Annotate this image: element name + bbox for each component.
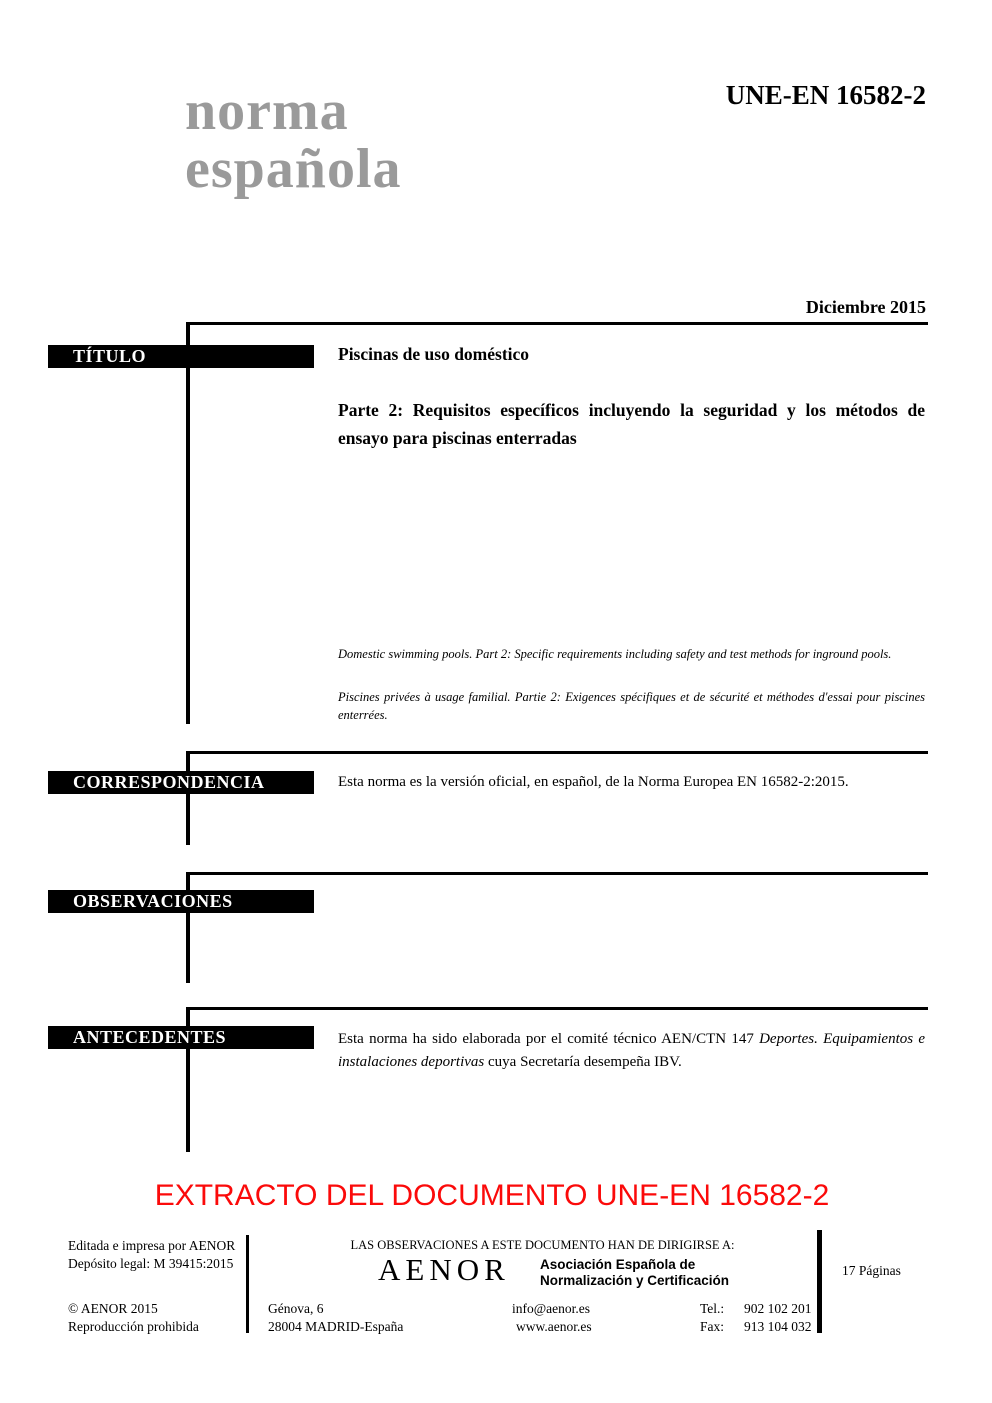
footer-contact-block xyxy=(512,1300,592,1336)
footer-divider-left xyxy=(246,1235,249,1333)
antecedentes-text-regular-2: cuya Secretaría desempeña IBV. xyxy=(484,1053,682,1070)
standard-subtitle: Parte 2: Requisitos específicos incluyendo la seguridad y los métodos de ensayo para piscinas enterradas xyxy=(338,400,925,448)
footer-fax-label: Fax: xyxy=(700,1319,725,1335)
antecedentes-label-bar xyxy=(48,1026,314,1049)
observaciones-horizontal-rule xyxy=(186,872,928,875)
footer-fax-value: 913 104 032 xyxy=(744,1319,812,1335)
footer-email: info@aenor.es xyxy=(512,1301,591,1316)
aenor-tagline-line-1: Asociación Española de xyxy=(540,1257,696,1272)
observaciones-vertical-rule xyxy=(186,872,190,983)
standard-title: Piscinas de uso doméstico xyxy=(338,344,530,364)
footer-copyright: © AENOR 2015 xyxy=(68,1301,158,1316)
footer-tel-label: Tel.: xyxy=(700,1301,725,1316)
footer-reproduction: Reproducción prohibida xyxy=(68,1319,199,1335)
footer-tel-value: 902 102 201 xyxy=(744,1301,812,1316)
aenor-tagline xyxy=(540,1257,729,1289)
norma-espanola-logo xyxy=(185,80,402,201)
aenor-tagline-line-2: Normalización y Certificación xyxy=(540,1272,730,1288)
logo-line-1: norma xyxy=(185,80,349,142)
footer-page-count: 17 Páginas xyxy=(842,1263,901,1278)
footer-copyright-block xyxy=(68,1300,199,1336)
publication-date: Diciembre 2015 xyxy=(805,297,926,317)
antecedentes-label: ANTECEDENTES xyxy=(73,1027,227,1047)
footer-address-line-1: Génova, 6 xyxy=(268,1301,324,1316)
antecedentes-text xyxy=(338,1028,925,1073)
footer-publisher-block xyxy=(68,1237,235,1273)
correspondencia-horizontal-rule xyxy=(186,751,928,754)
footer-published-by: Editada e impresa por AENOR xyxy=(68,1238,236,1253)
extract-notice: EXTRACTO DEL DOCUMENTO UNE-EN 16582-2 xyxy=(154,1179,830,1212)
correspondencia-label-bar xyxy=(48,771,314,794)
antecedentes-text-regular-1: Esta norma ha sido elaborada por el comité técnico AEN/CTN 147 xyxy=(338,1031,760,1047)
correspondencia-label: CORRESPONDENCIA xyxy=(73,772,265,792)
footer-fax-row xyxy=(700,1318,812,1336)
titulo-label-bar xyxy=(48,345,314,368)
antecedentes-text-italic: Deportes. Equipamientos e instalaciones deportivas xyxy=(338,1031,926,1070)
observaciones-label: OBSERVACIONES xyxy=(73,891,233,911)
observaciones-label-bar xyxy=(48,890,314,913)
title-english: Domestic swimming pools. Part 2: Specific requirements including safety and test methods for inground pools. xyxy=(338,647,892,661)
footer-legal-deposit: Depósito legal: M 39415:2015 xyxy=(68,1256,234,1272)
titulo-horizontal-rule xyxy=(186,322,928,325)
footer-tel-row xyxy=(700,1300,812,1318)
title-french: Piscines privées à usage familial. Partie 2: Exigences spécifiques et de sécurité et méthodes d'essai pour piscines enterrées. xyxy=(338,690,925,723)
aenor-logo: AENOR xyxy=(378,1252,510,1287)
footer-telfax-block xyxy=(700,1300,812,1336)
titulo-vertical-rule xyxy=(186,322,190,724)
correspondencia-vertical-rule xyxy=(186,751,190,845)
footer-web: www.aenor.es xyxy=(516,1319,592,1335)
footer-address-block xyxy=(268,1300,403,1336)
footer-observations-notice: LAS OBSERVACIONES A ESTE DOCUMENTO HAN DE DIRIGIRSE A: xyxy=(350,1238,735,1252)
logo-line-2: española xyxy=(185,138,402,201)
document-number: UNE-EN 16582-2 xyxy=(725,80,926,110)
antecedentes-horizontal-rule xyxy=(186,1007,928,1010)
footer-address-line-2: 28004 MADRID-España xyxy=(268,1319,404,1335)
titulo-label: TÍTULO xyxy=(73,346,147,366)
correspondencia-text: Esta norma es la versión oficial, en español, de la Norma Europea EN 16582-2:2015. xyxy=(338,774,849,790)
